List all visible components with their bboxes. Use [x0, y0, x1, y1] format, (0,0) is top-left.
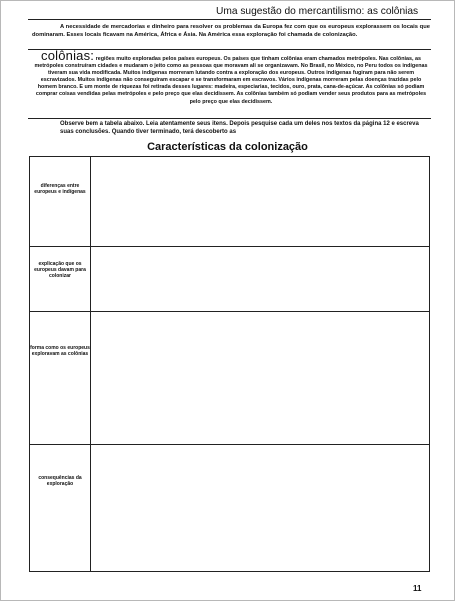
- definition-block: [32, 48, 430, 106]
- row-label-differences: diferenças entre europeus e indígenas: [34, 183, 86, 196]
- page-title: Uma sugestão do mercantilismo: as colônias: [216, 6, 419, 17]
- row-label-justification: explicação que os europeus davam para colonizar: [34, 261, 86, 280]
- table-row-divider: [30, 311, 429, 312]
- definition-text: regiões muito exploradas pelos países europeus. Os países que tinham colônias eram chamados metrópoles. Nas colônias, as metrópoles construíram cidades e mudaram o jeito como as pessoas que moravam ali se organizavam. No Brasil, no México, no Peru todos os indígenas tiveram sua vida modificada. Muitos indígenas morreram lutando contra a exploração dos europeus. Outros indígenas fugiram para não serem escravizados. Muitos indígenas não conseguiram escapar e se transformaram em escravos. Vários indígenas morreram pelas doenças trazidas pelo homem branco. E um monte de riquezas foi retirada desses lugares: madeira, especiarias, tecidos, ouro, prata, cana-de-açúcar. As colônias só podiam comprar coisas vendidas pelas metrópoles e pelo preço que elas decidissem. As colônias também só podiam vender seus produtos para as metrópoles pelo preço que elas decidissem.: [34, 56, 428, 105]
- intro-paragraph: A necessidade de mercadorias e dinheiro para resolver os problemas da Europa fez com que os europeus explorassem os locais que dominaram. Esses locais ficavam na América, África e Ásia. Na América essa exploração foi chamada de colonização.: [32, 24, 430, 38]
- definition-term: colônias:: [41, 48, 95, 63]
- table-title: Características da colonização: [147, 141, 308, 153]
- page-number: 11: [413, 584, 422, 593]
- table-row-divider: [30, 246, 429, 247]
- row-label-exploitation: forma como os europeus exploravam as colônias: [30, 345, 90, 358]
- row-label-consequences: consequências da exploração: [38, 475, 82, 488]
- instruction-text: Observe bem a tabela abaixo. Leia atentamente seus itens. Depois pesquise cada um deles nos textos da página 12 e escreva suas conclusões. Quando tiver terminado, terá descoberto as: [60, 121, 419, 135]
- characteristics-table: [29, 156, 430, 572]
- section-divider: [28, 118, 431, 119]
- table-column-divider: [90, 157, 91, 571]
- table-row-divider: [30, 444, 429, 445]
- title-divider: [28, 19, 431, 20]
